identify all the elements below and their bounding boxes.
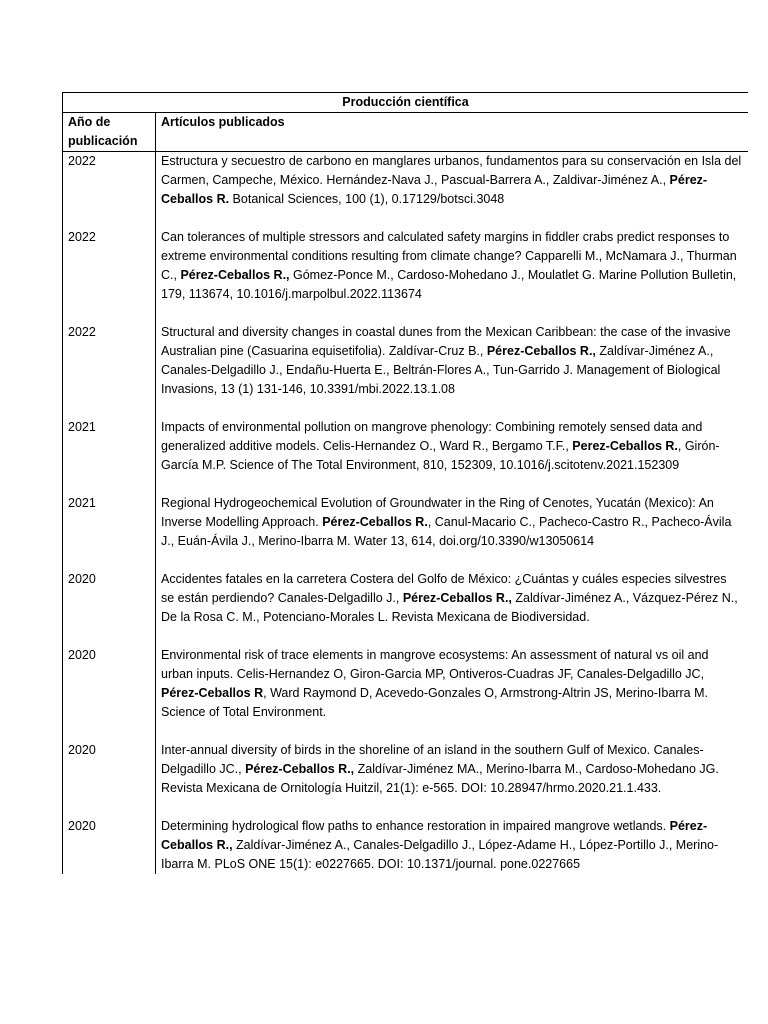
author-highlight: Pérez-Ceballos R. (161, 173, 708, 206)
table-title: Producción científica (63, 93, 749, 113)
publication-citation (156, 152, 749, 229)
publications-table (62, 92, 748, 874)
citation-text: Accidentes fatales en la carretera Costera del Golfo de México: ¿Cuántas y cuáles especies silvestres se están perdiendo? Canales-Delgadillo J., (161, 572, 727, 605)
publication-citation (156, 741, 749, 817)
table-row (63, 646, 749, 741)
publication-year: 2020 (63, 741, 156, 817)
author-highlight: Pérez-Ceballos R., (402, 591, 512, 605)
table-title-row (63, 93, 749, 113)
publication-year: 2022 (63, 228, 156, 323)
table-row (63, 494, 749, 570)
citation-text: Botanical Sciences, 100 (1), 0.17129/botsci.3048 (229, 192, 505, 206)
publication-citation (156, 228, 749, 323)
header-articles: Artículos publicados (156, 113, 749, 152)
table-row (63, 323, 749, 418)
author-highlight: Pérez-Ceballos R., (245, 762, 355, 776)
publication-citation (156, 418, 749, 494)
author-highlight: Perez-Ceballos R. (572, 439, 678, 453)
author-highlight: Pérez-Ceballos R., (486, 344, 596, 358)
table-body (63, 152, 749, 875)
citation-text: Gómez-Ponce M., Cardoso-Mohedano J., Moulatlet G. Marine Pollution Bulletin, 179, 113674, 10.1016/j.marpolbul.2022.113674 (161, 268, 737, 301)
publication-year: 2020 (63, 570, 156, 646)
table-row (63, 152, 749, 229)
publication-citation (156, 646, 749, 741)
citation-text: Determining hydrological flow paths to enhance restoration in impaired mangrove wetlands. (161, 819, 670, 833)
citation-text: Estructura y secuestro de carbono en manglares urbanos, fundamentos para su conservación en Isla del Carmen, Campeche, México. Hernández-Nava J., Pascual-Barrera A., Zaldivar-Jiménez A., (161, 154, 742, 187)
publication-year: 2021 (63, 494, 156, 570)
citation-text: , Girón-García M.P. Science of The Total Environment, 810, 152309, 10.1016/j.scitotenv.2021.152309 (161, 439, 720, 472)
publication-year: 2022 (63, 152, 156, 229)
table-header-row (63, 113, 749, 152)
header-year: Año de publicación (63, 113, 156, 152)
citation-text: Can tolerances of multiple stressors and calculated safety margins in fiddler crabs predict responses to extreme environmental conditions resulting from climate change? Capparelli M., McNamara J., Thurman C., (161, 230, 737, 282)
citation-text: Zaldívar-Jiménez A., Canales-Delgadillo J., López-Adame H., López-Portillo J., Merino-Ibarra M. PLoS ONE 15(1): e0227665. DOI: 10.1371/journal. pone.0227665 (161, 838, 719, 871)
publication-year: 2020 (63, 817, 156, 874)
citation-text: Zaldívar-Jiménez MA., Merino-Ibarra M., Cardoso-Mohedano JG. Revista Mexicana de Ornitología Huitzil, 21(1): e-565. DOI: 10.28947/hrmo.2020.21.1.433. (161, 762, 719, 795)
citation-text: , Ward Raymond D, Acevedo-Gonzales O, Armstrong-Altrin JS, Merino-Ibarra M. Science of Total Environment. (161, 686, 708, 719)
citation-text: , Canul-Macario C., Pacheco-Castro R., Pacheco-Ávila J., Euán-Ávila J., Merino-Ibarra M. Water 13, 614, doi.org/10.3390/w13050614 (161, 515, 732, 548)
table-row (63, 228, 749, 323)
publication-year: 2022 (63, 323, 156, 418)
author-highlight: Pérez-Ceballos R. (322, 515, 428, 529)
citation-text: Impacts of environmental pollution on mangrove phenology: Combining remotely sensed data and generalized additive models. Celis-Hernandez O., Ward R., Bergamo T.F., (161, 420, 703, 453)
citation-text: Structural and diversity changes in coastal dunes from the Mexican Caribbean: the case of the invasive Australian pine (Casuarina equisetifolia). Zaldívar-Cruz B., (161, 325, 731, 358)
table-row (63, 741, 749, 817)
publication-citation (156, 323, 749, 418)
table-row (63, 817, 749, 874)
table-row (63, 570, 749, 646)
publication-citation (156, 817, 749, 874)
citation-text: Regional Hydrogeochemical Evolution of Groundwater in the Ring of Cenotes, Yucatán (Mexico): An Inverse Modelling Approach. (161, 496, 714, 529)
publication-citation (156, 570, 749, 646)
publication-year: 2021 (63, 418, 156, 494)
author-highlight: Pérez-Ceballos R (161, 686, 264, 700)
citation-text: Zaldívar-Jiménez A., Vázquez-Pérez N., De la Rosa C. M., Potenciano-Morales L. Revista Mexicana de Biodiversidad. (161, 591, 738, 624)
publication-year: 2020 (63, 646, 156, 741)
publication-citation (156, 494, 749, 570)
author-highlight: Pérez-Ceballos R., (180, 268, 290, 282)
citation-text: Environmental risk of trace elements in mangrove ecosystems: An assessment of natural vs oil and urban inputs. Celis-Hernandez O, Giron-Garcia MP, Ontiveros-Cuadras JF, Canales-Delgadillo JC, (161, 648, 709, 681)
citation-text: Inter-annual diversity of birds in the shoreline of an island in the southern Gulf of Mexico. Canales-Delgadillo JC., (161, 743, 704, 776)
author-highlight: Pérez-Ceballos R., (161, 819, 708, 852)
table-row (63, 418, 749, 494)
citation-text: Zaldívar-Jiménez A., Canales-Delgadillo J., Endañu-Huerta E., Beltrán-Flores A., Tun-Garrido J. Management of Biological Invasions, 13 (1) 131-146, 10.3391/mbi.2022.13.1.08 (161, 344, 721, 396)
publications-table-container (62, 92, 748, 930)
